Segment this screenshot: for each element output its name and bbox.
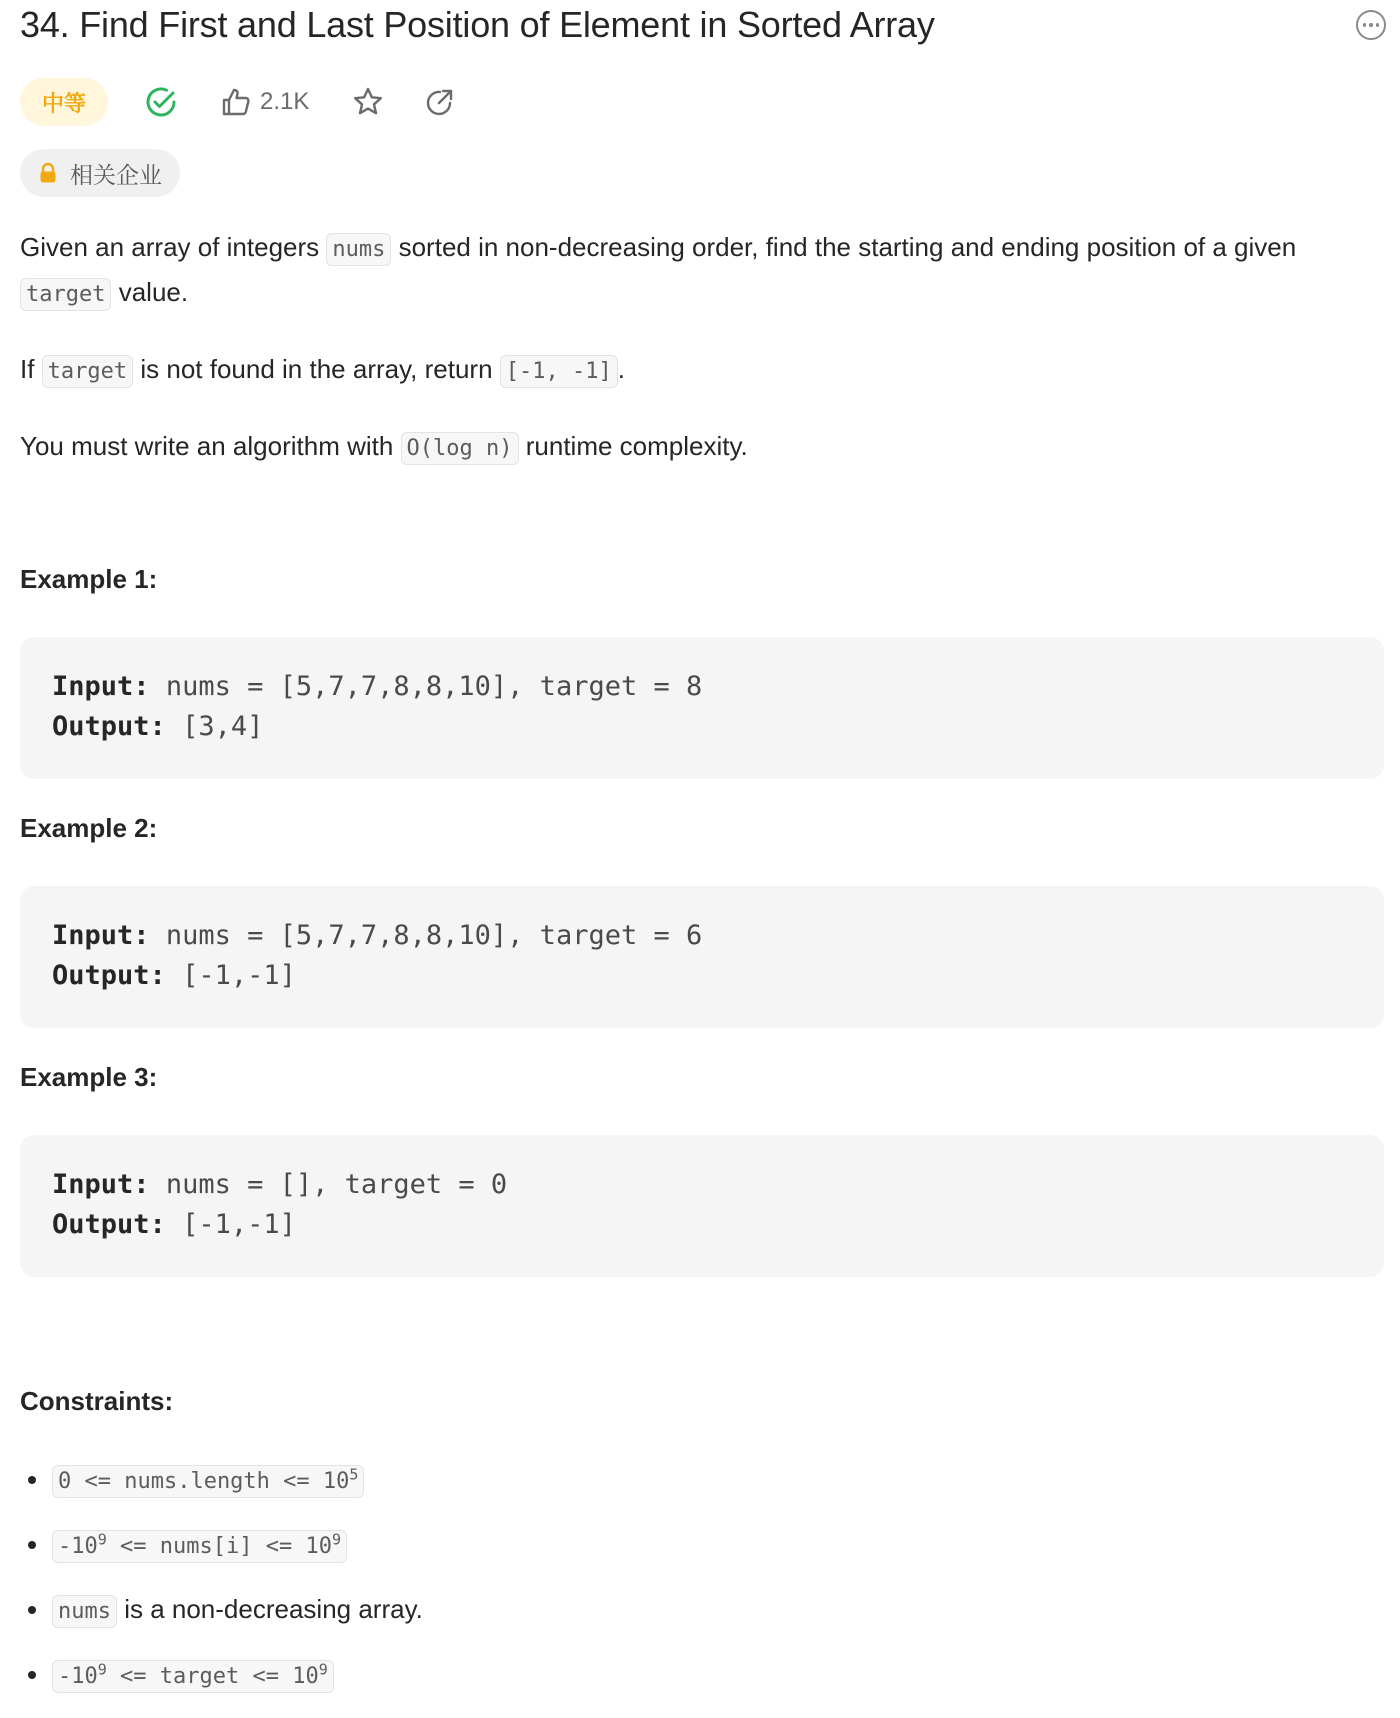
example-block: [20, 637, 1384, 779]
exponent: 9: [97, 1530, 107, 1549]
constraint-item: [20, 1653, 1390, 1695]
lock-icon: [38, 162, 58, 184]
related-companies-label: 相关企业: [70, 161, 162, 188]
example-title: Example 1:: [20, 564, 158, 594]
constraint-item: [20, 1523, 1390, 1565]
statement-text: Given an array of integers: [20, 232, 327, 262]
input-label: Input:: [52, 920, 150, 951]
constraint-text: is a non-decreasing array.: [116, 1594, 423, 1624]
constraints-list: [20, 1458, 1390, 1718]
example-input-line: [52, 1165, 1384, 1205]
example-block: [20, 886, 1384, 1028]
exponent: 5: [349, 1465, 359, 1484]
statement-text: value.: [111, 277, 189, 307]
statement-text: .: [617, 354, 625, 384]
statement-text: runtime complexity.: [518, 431, 748, 461]
inline-code: nums: [52, 1595, 117, 1628]
example-output: [3,4]: [182, 711, 264, 742]
constraints-title: Constraints:: [20, 1386, 174, 1416]
related-companies-chip[interactable]: [20, 149, 180, 197]
statement-text: is not found in the array, return: [133, 354, 500, 384]
statement-paragraph: [20, 425, 1390, 470]
example-title: Example 2:: [20, 813, 158, 843]
more-icon[interactable]: [1356, 10, 1386, 40]
statement-text: If: [20, 354, 42, 384]
example-output-line: [52, 956, 1384, 996]
input-label: Input:: [52, 671, 150, 702]
title-row: [20, 0, 1390, 56]
statement-text: You must write an algorithm with: [20, 431, 401, 461]
example-input: nums = [5,7,7,8,8,10], target = 8: [165, 671, 703, 702]
inline-code: nums: [326, 233, 391, 266]
problem-meta-row: [20, 78, 455, 126]
code-text: <= target <= 10: [106, 1664, 319, 1689]
solved-check-icon: [144, 85, 178, 119]
constraint-item: [20, 1458, 1390, 1500]
thumbs-up-icon: [220, 86, 252, 118]
example-block: [20, 1135, 1384, 1277]
statement-text: sorted in non-decreasing order, find the starting and ending position of a given: [391, 232, 1297, 262]
example-output: [-1,-1]: [182, 1209, 296, 1240]
example-input: nums = [5,7,7,8,8,10], target = 6: [165, 920, 703, 951]
code-text: -10: [58, 1534, 98, 1559]
inline-code: target: [42, 355, 133, 388]
output-label: Output:: [52, 711, 166, 742]
constraint-item: [20, 1588, 1390, 1630]
output-label: Output:: [52, 960, 166, 991]
share-icon: [423, 86, 455, 118]
exponent: 9: [318, 1660, 328, 1679]
code-text: 0 <= nums.length <= 10: [58, 1469, 350, 1494]
inline-code: [-1, -1]: [500, 355, 618, 388]
example-output-line: [52, 1205, 1384, 1245]
inline-code: [52, 1530, 347, 1563]
input-label: Input:: [52, 1169, 150, 1200]
example-input: nums = [], target = 0: [165, 1169, 508, 1200]
difficulty-badge: 中等: [20, 78, 108, 126]
output-label: Output:: [52, 1209, 166, 1240]
inline-code: [52, 1660, 334, 1693]
problem-description-panel: [20, 0, 1390, 1689]
page-title: 34. Find First and Last Position of Element in Sorted Array: [20, 4, 935, 45]
inline-code: O(log n): [401, 432, 519, 465]
statement-paragraph: [20, 348, 1390, 393]
statement-paragraph: [20, 226, 1390, 316]
example-input-line: [52, 667, 1384, 707]
example-input-line: [52, 916, 1384, 956]
favorite-button[interactable]: [351, 85, 385, 119]
exponent: 9: [97, 1660, 107, 1679]
code-text: -10: [58, 1664, 98, 1689]
solved-status: [144, 85, 178, 119]
code-text: <= nums[i] <= 10: [106, 1534, 332, 1559]
like-button[interactable]: [220, 86, 309, 118]
example-output: [-1,-1]: [182, 960, 296, 991]
example-title: Example 3:: [20, 1062, 158, 1092]
example-output-line: [52, 707, 1384, 747]
exponent: 9: [331, 1530, 341, 1549]
share-button[interactable]: [423, 86, 455, 118]
inline-code: target: [20, 278, 111, 311]
star-icon: [351, 85, 385, 119]
inline-code: [52, 1465, 364, 1498]
like-count: 2.1K: [260, 88, 310, 115]
problem-statement: [20, 226, 1390, 502]
